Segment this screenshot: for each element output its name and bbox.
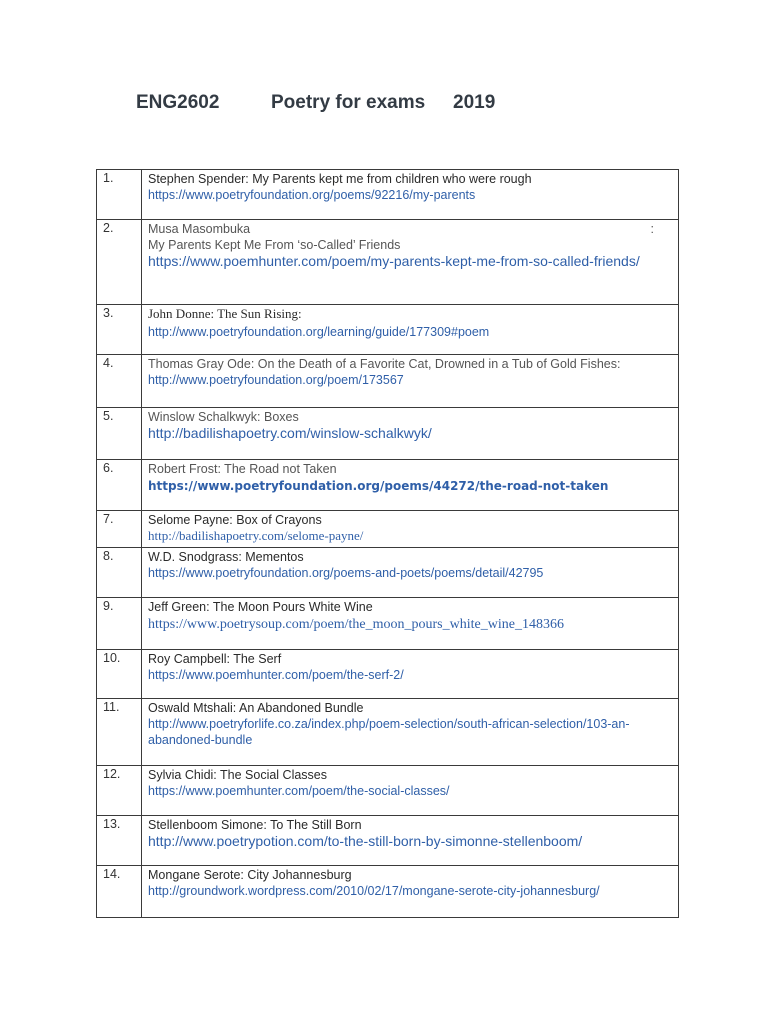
row-number: 7. bbox=[97, 511, 142, 548]
row-number: 1. bbox=[97, 170, 142, 220]
row-entry bbox=[142, 650, 679, 699]
row-number: 14. bbox=[97, 866, 142, 918]
table-row bbox=[97, 650, 679, 699]
row-entry bbox=[142, 699, 679, 766]
table-row bbox=[97, 766, 679, 816]
row-entry bbox=[142, 408, 679, 460]
poem-title: John Donne: The Sun Rising: bbox=[148, 306, 302, 321]
poem-title: Roy Campbell: The Serf bbox=[148, 652, 282, 666]
row-entry bbox=[142, 220, 679, 305]
row-number: 10. bbox=[97, 650, 142, 699]
table-row bbox=[97, 220, 679, 305]
table-row bbox=[97, 598, 679, 650]
table-row bbox=[97, 170, 679, 220]
poem-title: W.D. Snodgrass: Mementos bbox=[148, 550, 304, 564]
table-row bbox=[97, 460, 679, 511]
row-entry bbox=[142, 548, 679, 598]
poem-title: Winslow Schalkwyk: Boxes bbox=[148, 410, 299, 424]
poem-title: My Parents Kept Me From ‘so-Called’ Friends bbox=[148, 238, 401, 252]
row-number: 9. bbox=[97, 598, 142, 650]
poem-title: Jeff Green: The Moon Pours White Wine bbox=[148, 600, 373, 614]
row-entry bbox=[142, 460, 679, 511]
poem-link[interactable]: http://www.poetrypotion.com/to-the-still-born-by-simonne-stellenboom/ bbox=[148, 833, 583, 849]
poem-author: Musa Masombuka bbox=[148, 222, 251, 236]
table-row bbox=[97, 511, 679, 548]
poem-title: Sylvia Chidi: The Social Classes bbox=[148, 768, 328, 782]
row-number: 6. bbox=[97, 460, 142, 511]
row-number: 12. bbox=[97, 766, 142, 816]
row-number: 13. bbox=[97, 816, 142, 866]
poem-link[interactable]: https://www.poemhunter.com/poem/the-serf-2/ bbox=[148, 668, 404, 682]
poem-title: Thomas Gray Ode: On the Death of a Favorite Cat, Drowned in a Tub of Gold Fishes: bbox=[148, 357, 621, 371]
poem-title: Mongane Serote: City Johannesburg bbox=[148, 868, 352, 882]
row-number: 2. bbox=[97, 220, 142, 305]
poem-link[interactable]: http://badilishapoetry.com/selome-payne/ bbox=[148, 528, 364, 543]
poem-link[interactable]: https://www.poemhunter.com/poem/the-social-classes/ bbox=[148, 784, 450, 798]
table-row bbox=[97, 866, 679, 918]
row-entry bbox=[142, 598, 679, 650]
poem-link[interactable]: http://badilishapoetry.com/winslow-schalkwyk/ bbox=[148, 425, 432, 441]
table-row bbox=[97, 699, 679, 766]
document-title bbox=[136, 92, 495, 120]
poem-link[interactable]: https://www.poetryfoundation.org/poems/44272/the-road-not-taken bbox=[148, 479, 609, 493]
table-row bbox=[97, 816, 679, 866]
author-colon: : bbox=[650, 222, 654, 236]
poem-link[interactable]: http://www.poetryfoundation.org/poem/173567 bbox=[148, 373, 404, 387]
poem-title: Oswald Mtshali: An Abandoned Bundle bbox=[148, 701, 364, 715]
course-code: ENG2602 bbox=[136, 92, 220, 113]
poem-author-line bbox=[148, 221, 672, 237]
row-number: 8. bbox=[97, 548, 142, 598]
row-number: 11. bbox=[97, 699, 142, 766]
poem-link[interactable]: https://www.poetrysoup.com/poem/the_moon_pours_white_wine_148366 bbox=[148, 617, 564, 632]
poetry-table bbox=[96, 169, 679, 918]
table-row bbox=[97, 548, 679, 598]
title-year: 2019 bbox=[453, 92, 496, 113]
row-entry bbox=[142, 766, 679, 816]
poem-link[interactable]: http://groundwork.wordpress.com/2010/02/17/mongane-serote-city-johannesburg/ bbox=[148, 884, 600, 898]
row-number: 5. bbox=[97, 408, 142, 460]
poem-link[interactable]: http://www.poetryforlife.co.za/index.php/poem-selection/south-african-selection/103-an-abandoned-bundle bbox=[148, 717, 630, 747]
poem-link[interactable]: https://www.poemhunter.com/poem/my-parents-kept-me-from-so-called-friends/ bbox=[148, 253, 640, 269]
poem-link[interactable]: https://www.poetryfoundation.org/poems-and-poets/poems/detail/42795 bbox=[148, 566, 544, 580]
row-entry bbox=[142, 170, 679, 220]
poem-title: Selome Payne: Box of Crayons bbox=[148, 513, 322, 527]
poem-link[interactable]: http://www.poetryfoundation.org/learning/guide/177309#poem bbox=[148, 325, 490, 339]
table-row bbox=[97, 408, 679, 460]
row-number: 4. bbox=[97, 355, 142, 408]
row-entry bbox=[142, 305, 679, 355]
table-row bbox=[97, 305, 679, 355]
row-entry bbox=[142, 816, 679, 866]
poem-title: Robert Frost: The Road not Taken bbox=[148, 462, 337, 476]
poem-link[interactable]: https://www.poetryfoundation.org/poems/92216/my-parents bbox=[148, 188, 476, 202]
poem-title: Stephen Spender: My Parents kept me from children who were rough bbox=[148, 172, 532, 186]
poem-title: Stellenboom Simone: To The Still Born bbox=[148, 818, 362, 832]
row-entry bbox=[142, 866, 679, 918]
row-entry bbox=[142, 511, 679, 548]
title-text: Poetry for exams bbox=[271, 92, 426, 113]
table-row bbox=[97, 355, 679, 408]
row-number: 3. bbox=[97, 305, 142, 355]
row-entry bbox=[142, 355, 679, 408]
